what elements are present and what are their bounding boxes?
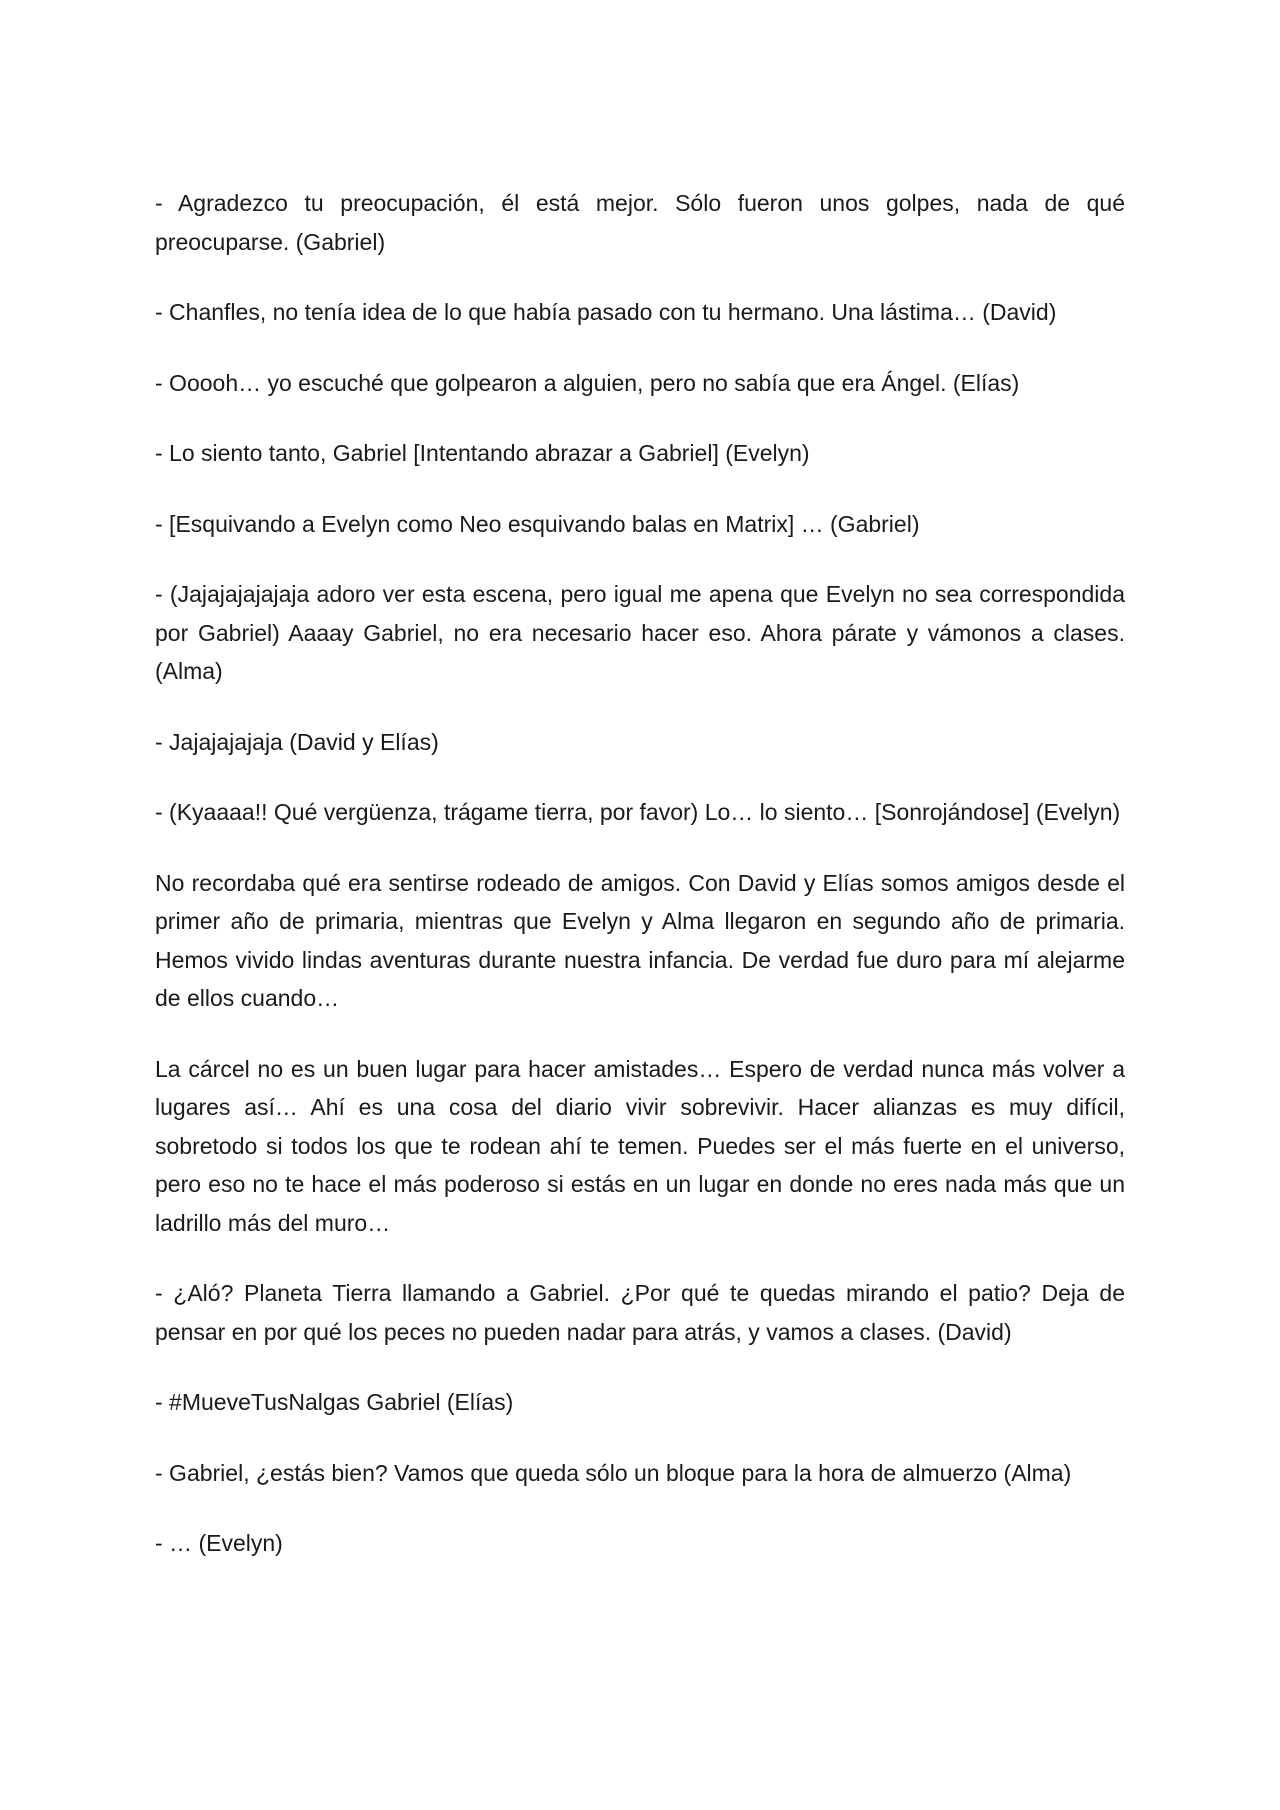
dialogue-line: - Jajajajajaja (David y Elías) xyxy=(155,728,439,755)
dialogue-line: - #MueveTusNalgas Gabriel (Elías) xyxy=(155,1389,514,1415)
dialogue-line: - Chanfles, no tenía idea de lo que había pasado con tu hermano. Una lástima… (David) xyxy=(155,299,1057,325)
dialogue-line: - (Kyaaaa!! Qué vergüenza, trágame tierra, por favor) Lo… lo siento… [Sonrojándose] (Evelyn) xyxy=(155,799,1121,825)
dialogue-line: - Agradezco tu preocupación, él está mejor. Sólo fueron unos golpes, nada de qué preocuparse. (Gabriel) xyxy=(155,190,1125,255)
dialogue-line: - … (Evelyn) xyxy=(155,1530,283,1556)
dialogue-line: - (Jajajajajajaja adoro ver esta escena, pero igual me apena que Evelyn no sea correspondida por Gabriel) Aaaay Gabriel, no era necesario hacer eso. Ahora párate y vámonos a clases. (Alma) xyxy=(155,581,1125,684)
document-body xyxy=(155,184,1125,1563)
dialogue-line: - [Esquivando a Evelyn como Neo esquivando balas en Matrix] … (Gabriel) xyxy=(155,510,920,537)
dialogue-line: - Ooooh… yo escuché que golpearon a alguien, pero no sabía que era Ángel. (Elías) xyxy=(155,369,1020,396)
dialogue-line: - Gabriel, ¿estás bien? Vamos que queda sólo un bloque para la hora de almuerzo (Alma) xyxy=(155,1459,1072,1486)
dialogue-line: - Lo siento tanto, Gabriel [Intentando abrazar a Gabriel] (Evelyn) xyxy=(155,440,810,466)
narrative-paragraph: No recordaba qué era sentirse rodeado de amigos. Con David y Elías somos amigos desde el primer año de primaria, mientras que Evelyn y Alma llegaron en segundo año de primaria. Hemos vivido lindas aventuras durante nuestra infancia. De verdad fue duro para mí alejarme de ellos cuando… xyxy=(155,869,1125,1011)
narrative-paragraph: La cárcel no es un buen lugar para hacer amistades… Espero de verdad nunca más volver a lugares así… Ahí es una cosa del diario vivir sobrevivir. Hacer alianzas es muy difícil, sobretodo si todos los que te rodean ahí te temen. Puedes ser el más fuerte en el universo, pero eso no te hace el más poderoso si estás en un lugar en donde no eres nada más que un ladrillo más del muro… xyxy=(155,1055,1125,1236)
dialogue-line: - ¿Aló? Planeta Tierra llamando a Gabriel. ¿Por qué te quedas mirando el patio? Deja de pensar en por qué los peces no pueden nadar para atrás, y vamos a clases. (David) xyxy=(155,1280,1125,1345)
